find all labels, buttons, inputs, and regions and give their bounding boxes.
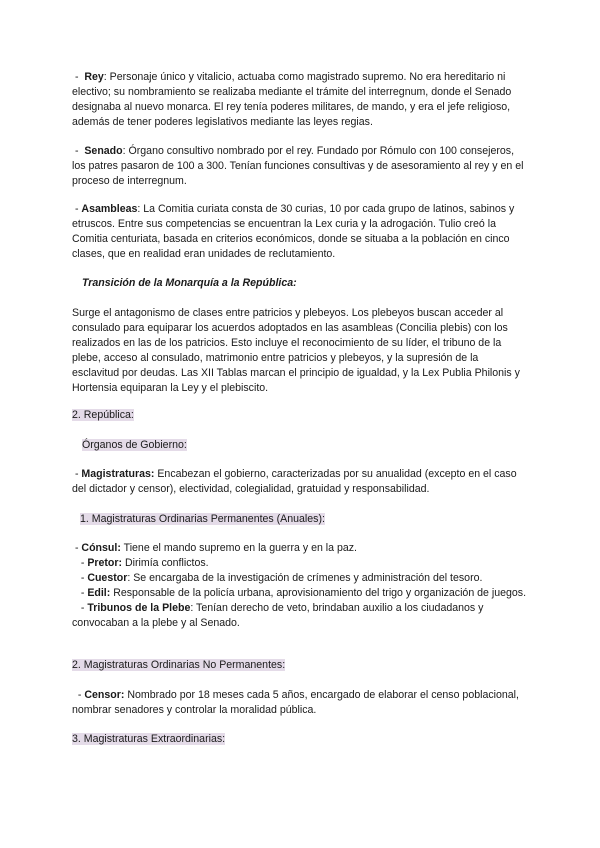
- ordinarias-permanentes-heading: 1. Magistraturas Ordinarias Permanentes (Anuales):: [80, 513, 325, 525]
- list-item-consul: - Cónsul: Tiene el mando supremo en la guerra y en la paz.: [72, 542, 358, 554]
- transicion-heading: Transición de la Monarquía a la República:: [82, 277, 297, 289]
- rey-paragraph: [72, 70, 528, 130]
- asambleas-term: Asambleas: [81, 203, 138, 215]
- list-item-tribunos: - Tribunos de la Plebe: Tenían derecho de veto, brindaban auxilio a los ciudadanos y convocaban a la plebe y al Senado.: [72, 602, 484, 629]
- senado-paragraph: [72, 144, 528, 189]
- rey-prefix: -: [72, 71, 85, 83]
- magistraturas-term: Magistraturas:: [81, 468, 155, 480]
- censor-text: Nombrado por 18 meses cada 5 años, encargado de elaborar el censo poblacional, nombrar senadores y controlar la moralidad pública.: [72, 689, 519, 716]
- list-item-cuestor: - Cuestor: Se encargaba de la investigación de crímenes y administración del tesoro.: [72, 572, 483, 584]
- ordinarias-no-permanentes-heading: 2. Magistraturas Ordinarias No Permanentes:: [72, 659, 286, 671]
- senado-prefix: -: [72, 145, 85, 157]
- asambleas-text: : La Comitia curiata consta de 30 curias, 10 por cada grupo de latinos, sabinos y etruscos. Entre sus competencias se encuentran la Lex curia y la adrogación. Tulio creó la Comitia centuriata, basada en criterios económicos, donde se situaba a la población en cinco clases, que en realidad eran unidades de reclutamiento.: [72, 203, 515, 260]
- asambleas-paragraph: [72, 202, 528, 262]
- senado-term: Senado: [84, 145, 123, 157]
- list-item-edil: - Edil: Responsable de la policía urbana, aprovisionamiento del trigo y organización de juegos.: [72, 587, 527, 599]
- list-item-pretor: - Pretor: Dirimía conflictos.: [72, 557, 209, 569]
- magistraturas-text: Encabezan el gobierno, caracterizadas por su anualidad (excepto en el caso del dictador y censor), electividad, colegialidad, gratuidad y responsabilidad.: [72, 468, 517, 495]
- magistraturas-prefix: -: [72, 468, 82, 480]
- edil-term: Edil:: [87, 587, 111, 599]
- censor-term: Censor:: [84, 689, 125, 701]
- cuestor-term: Cuestor: [87, 572, 128, 584]
- senado-text: : Órgano consultivo nombrado por el rey. Fundado por Rómulo con 100 consejeros, los patres pasaron de 100 a 300. Tenían funciones consultivas y de asesoramiento al rey y en el proceso de interregnum.: [72, 145, 524, 187]
- magistraturas-paragraph: [72, 467, 528, 497]
- asambleas-prefix: -: [72, 203, 82, 215]
- rey-term: Rey: [84, 71, 104, 83]
- republica-heading: 2. República:: [72, 409, 134, 421]
- pretor-term: Pretor:: [87, 557, 123, 569]
- extraordinarias-heading: 3. Magistraturas Extraordinarias:: [72, 733, 226, 745]
- tribunos-term: Tribunos de la Plebe: [87, 602, 191, 614]
- censor-prefix: -: [72, 689, 85, 701]
- censor-paragraph: [72, 688, 528, 718]
- rey-text: : Personaje único y vitalicio, actuaba como magistrado supremo. No era hereditario ni electivo; su nombramiento se realizaba mediante el trámite del interregnum, donde el Senado designaba al nuevo monarca. El rey tenía poderes militares, de mando, y era el jefe religioso, además de tener poderes legislativos mediante las leyes regias.: [72, 71, 512, 128]
- ordinarias-permanentes-list: [72, 541, 528, 631]
- consul-term: Cónsul:: [81, 542, 121, 554]
- transicion-paragraph: Surge el antagonismo de clases entre patricios y plebeyos. Los plebeyos buscan acceder al consulado para equiparar los acuerdos adoptados en las asambleas (Concilia plebis) con los realizados en las de los patricios. Esto incluye el reconocimiento de su líder, el tribuno de la plebe, acceso al consulado, matrimonio entre patricios y plebeyos, y la supresión de la esclavitud por deudas. Las XII Tablas marcan el principio de igualdad, y la Lex Publia Philonis y Hortensia equiparan la Ley y el plebiscito.: [72, 307, 520, 394]
- organos-heading: Órganos de Gobierno:: [82, 439, 187, 451]
